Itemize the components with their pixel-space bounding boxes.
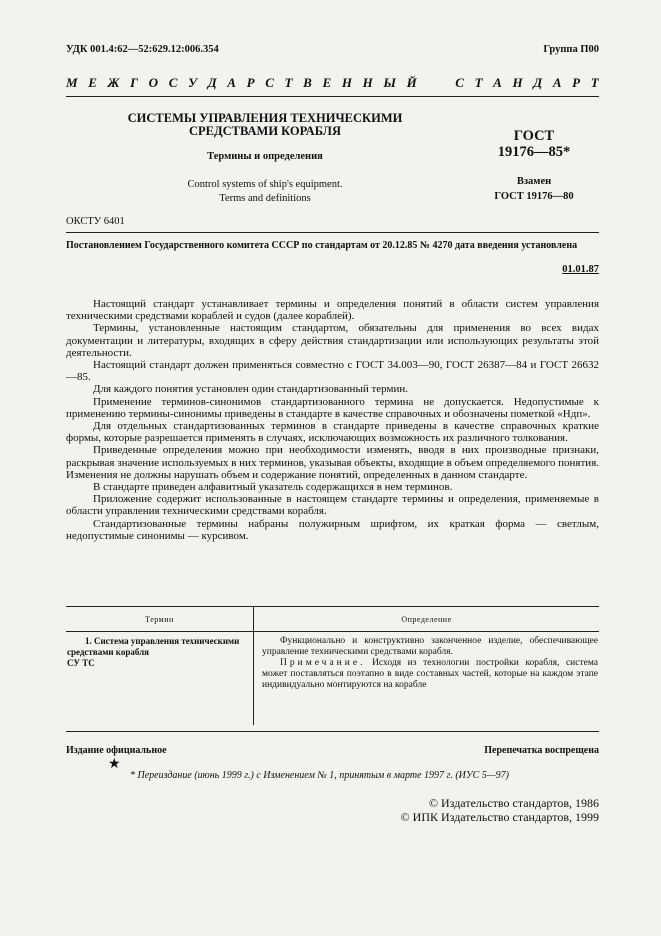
english-title-line-1: Control systems of ship's equipment. bbox=[187, 179, 343, 190]
banner-letter: А bbox=[227, 75, 236, 90]
definition-text: Функционально и конструктивно законченное изделие, обеспечивающее управление техническими средствами корабля. bbox=[262, 636, 598, 657]
banner-letter: Й bbox=[406, 75, 417, 90]
decree-text: Постановлением Государственного комитета СССР по стандартам от 20.12.85 № 4270 дата введения установлена bbox=[66, 240, 578, 251]
paragraph: Для каждого понятия установлен один стандартизованный термин. bbox=[93, 383, 408, 396]
banner-letter: Г bbox=[130, 75, 138, 90]
paragraph: Для отдельных стандартизованных терминов в стандарте приведены в качестве справочных краткие формы, которые разрешается применять в случаях, исключающих возможность их различного толкования. bbox=[66, 420, 599, 445]
terms-table bbox=[66, 606, 599, 725]
banner-letter: Р bbox=[246, 75, 255, 90]
banner-letter: Д bbox=[533, 75, 543, 90]
paragraph: Настоящий стандарт должен применяться совместно с ГОСТ 34.003—90, ГОСТ 26387—84 и ГОСТ 26632—85. bbox=[66, 359, 599, 384]
banner-letter bbox=[441, 75, 444, 91]
banner-letter: Р bbox=[572, 75, 581, 90]
gost-label: ГОСТ bbox=[513, 128, 555, 144]
term-cell bbox=[66, 632, 254, 726]
gost-code: 19176—85* bbox=[497, 144, 571, 160]
term-short-form: СУ ТС bbox=[67, 658, 95, 668]
english-title bbox=[100, 178, 430, 206]
udk-code: УДК 001.4:62—52:629.12:006.354 bbox=[66, 44, 219, 55]
interstate-standard-banner bbox=[66, 75, 599, 91]
gost-number bbox=[470, 128, 598, 160]
replaces-label: Взамен bbox=[516, 176, 552, 187]
paragraph: Приведенные определения можно при необходимости изменять, вводя в них производные признаки, раскрывая значение используемых в них терминов, указывая объекты, входящие в объем определяемого понятия. Изменения не должны нарушать объем и содержание понятий, определенных в данном стандарте. bbox=[66, 444, 599, 481]
banner-letter: С bbox=[455, 75, 464, 90]
banner-letter: Т bbox=[474, 75, 483, 90]
banner-letter: С bbox=[168, 75, 178, 90]
title-line-1: СИСТЕМЫ УПРАВЛЕНИЯ ТЕХНИЧЕСКИМИ bbox=[127, 111, 403, 125]
standard-subtitle: Термины и определения bbox=[207, 151, 323, 162]
paragraph: Приложение содержит использованные в настоящем стандарте термины и определения, применяемые в области управления техническими средствами корабля. bbox=[66, 493, 599, 518]
paragraph: Термины, установленные настоящим стандартом, обязательны для применения во всех видах документации и литературы, входящих в сферу действия стандартизации или использующих результаты этой деятельности. bbox=[66, 322, 599, 359]
group-code: Группа П00 bbox=[543, 44, 599, 55]
banner-letter: С bbox=[265, 75, 274, 90]
banner-letter: Т bbox=[590, 75, 599, 90]
copyright-1986: © Издательство стандартов, 1986 bbox=[428, 796, 599, 810]
banner-letter: Е bbox=[322, 75, 332, 90]
term-name: 1. Система управления техническими средствами корабля bbox=[67, 636, 240, 657]
paragraph: В стандарте приведен алфавитный указатель содержащихся в нем терминов. bbox=[93, 481, 453, 494]
banner-letter: У bbox=[188, 75, 198, 90]
banner-letter: Т bbox=[284, 75, 293, 90]
star-icon: ★ bbox=[108, 757, 121, 772]
banner-letter: Н bbox=[512, 75, 523, 90]
replaces-value: ГОСТ 19176—80 bbox=[494, 191, 574, 202]
note-label: Примечание. bbox=[280, 658, 366, 668]
banner-letter: А bbox=[552, 75, 562, 90]
standard-title bbox=[100, 112, 430, 138]
top-rule bbox=[66, 96, 599, 97]
english-title-line-2: Terms and definitions bbox=[219, 193, 311, 204]
banner-letter bbox=[427, 75, 430, 91]
reprint-forbidden-label: Перепечатка воспрещена bbox=[484, 745, 599, 756]
table-bottom-rule bbox=[66, 731, 599, 732]
column-header-term: Термин bbox=[66, 607, 254, 632]
banner-letter: А bbox=[493, 75, 502, 90]
definition-cell bbox=[254, 632, 600, 726]
title-line-2: СРЕДСТВАМИ КОРАБЛЯ bbox=[188, 124, 342, 138]
table-row bbox=[66, 632, 599, 726]
official-edition-label: Издание официальное bbox=[66, 745, 167, 756]
note-text: Исходя из технологии постройки корабля, система может поставляться поэтапно в виде составных частей, которые на каждом этапе индивидуально монтируются на корабле bbox=[262, 658, 599, 690]
paragraph: Настоящий стандарт устанавливает термины и определения понятий в области систем управления техническими средствами кораблей и судов (далее кораблей). bbox=[66, 298, 599, 323]
okstu-rule bbox=[66, 232, 599, 233]
okstu-code: ОКСТУ 6401 bbox=[66, 216, 125, 227]
reissue-note: * Переиздание (июнь 1999 г.) с Изменением № 1, принятым в марте 1997 г. (ИУС 5—97) bbox=[130, 770, 509, 781]
column-header-definition: Определение bbox=[254, 607, 600, 632]
banner-letter: М bbox=[66, 75, 78, 90]
banner-letter: Н bbox=[362, 75, 373, 90]
banner-letter: Д bbox=[207, 75, 217, 90]
banner-letter: Ы bbox=[383, 75, 396, 90]
effective-date: 01.01.87 bbox=[562, 264, 599, 275]
replaces-block bbox=[470, 174, 598, 204]
banner-letter: В bbox=[303, 75, 312, 90]
banner-letter: Н bbox=[341, 75, 352, 90]
banner-letter: Е bbox=[88, 75, 97, 90]
intro-text bbox=[66, 298, 599, 542]
copyright-1999: © ИПК Издательство стандартов, 1999 bbox=[400, 810, 599, 824]
definition-note bbox=[262, 658, 598, 691]
paragraph: Стандартизованные термины набраны полужирным шрифтом, их краткая форма — светлым, недопустимые синонимы — курсивом. bbox=[66, 517, 599, 542]
paragraph: Применение терминов-синонимов стандартизованного термина не допускается. Недопустимые к применению термины-синонимы приведены в стандарте в качестве справочных и обозначены пометкой «Ндп». bbox=[66, 395, 599, 420]
table-header-row bbox=[66, 607, 599, 632]
banner-letter: Ж bbox=[107, 75, 120, 90]
banner-letter: О bbox=[148, 75, 159, 90]
